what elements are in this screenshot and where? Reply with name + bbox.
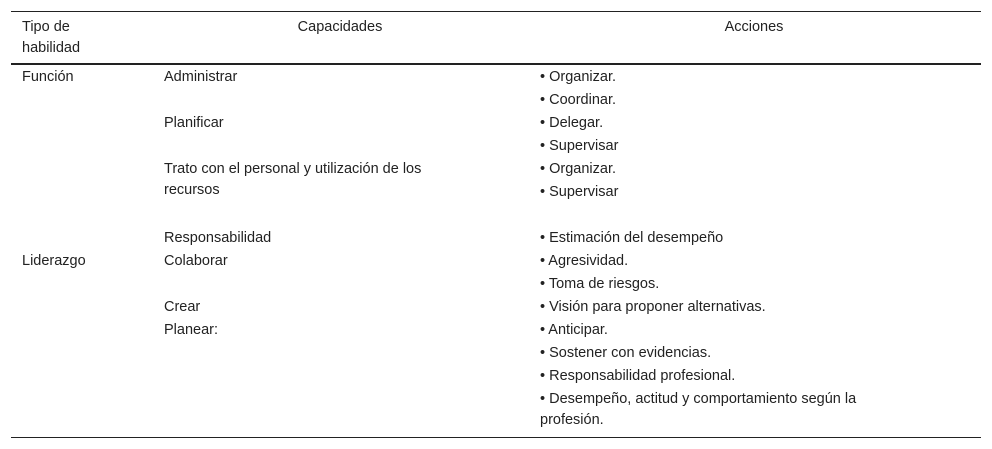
capacidad-planificar: Planificar bbox=[164, 115, 224, 131]
accion-agresividad: • Agresividad. bbox=[540, 253, 629, 269]
header-tipo-line2: habilidad bbox=[22, 40, 81, 56]
accion-delegar: • Delegar. bbox=[540, 115, 604, 131]
capacidad-planear: Planear: bbox=[164, 322, 219, 338]
header-divider bbox=[11, 63, 981, 65]
accion-anticipar: • Anticipar. bbox=[540, 322, 608, 338]
tipo-funcion: Función bbox=[22, 69, 74, 85]
skills-table bbox=[11, 11, 981, 438]
header-acciones: Acciones bbox=[724, 19, 784, 35]
header-capacidades: Capacidades bbox=[297, 19, 383, 35]
accion-organizar-2: • Organizar. bbox=[540, 161, 616, 177]
capacidad-responsabilidad: Responsabilidad bbox=[164, 230, 272, 246]
accion-coordinar: • Coordinar. bbox=[540, 92, 617, 108]
accion-organizar: • Organizar. bbox=[540, 69, 616, 85]
accion-vision-alternativas: • Visión para proponer alternativas. bbox=[540, 299, 766, 315]
capacidad-trato-personal: Trato con el personal y utilización de los recursos bbox=[164, 161, 422, 198]
accion-responsabilidad-profesional: • Responsabilidad profesional. bbox=[540, 368, 736, 384]
accion-desempeno-actitud: • Desempeño, actitud y comportamiento según la profesión. bbox=[540, 391, 857, 428]
tipo-liderazgo: Liderazgo bbox=[22, 253, 86, 269]
accion-supervisar: • Supervisar bbox=[540, 138, 619, 154]
header-tipo-line1: Tipo de bbox=[22, 19, 70, 35]
capacidad-colaborar: Colaborar bbox=[164, 253, 228, 269]
capacidad-administrar: Administrar bbox=[164, 69, 238, 85]
accion-estimacion-desempeno: • Estimación del desempeño bbox=[540, 230, 724, 246]
capacidad-crear: Crear bbox=[164, 299, 201, 315]
accion-sostener-evidencias: • Sostener con evidencias. bbox=[540, 345, 712, 361]
accion-toma-riesgos: • Toma de riesgos. bbox=[540, 276, 660, 292]
accion-supervisar-2: • Supervisar bbox=[540, 184, 619, 200]
